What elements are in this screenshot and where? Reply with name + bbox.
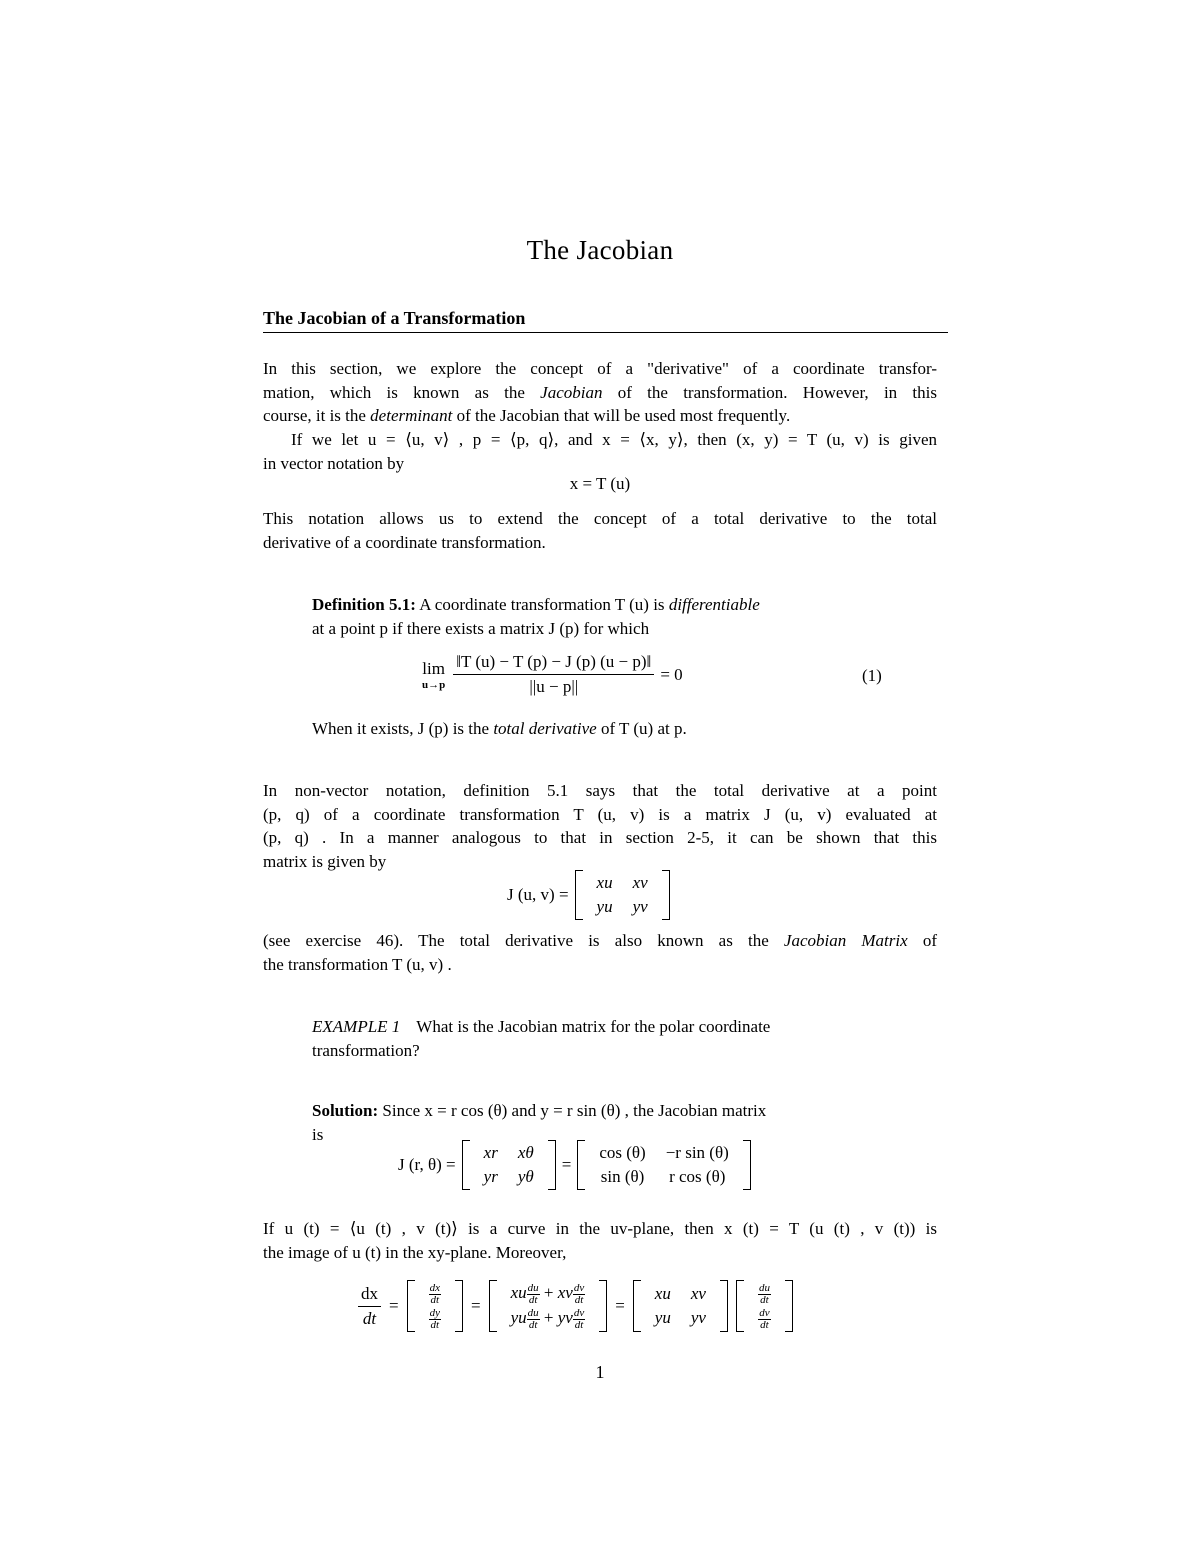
definition-line-2: at a point p if there exists a matrix J (p) for which bbox=[312, 618, 650, 638]
fraction-denominator: dt bbox=[430, 1294, 440, 1306]
notation-line-2: derivative of a coordinate transformation. bbox=[263, 532, 546, 552]
curve-line-1: If u (t) = ⟨u (t) , v (t)⟩ is a curve in the uv-plane, then x (t) = T (u (t) , v (t)) is bbox=[263, 1219, 937, 1238]
fraction-denominator: dt bbox=[760, 1318, 769, 1331]
partial-term: xv bbox=[557, 1283, 573, 1303]
partial-term: yu bbox=[510, 1308, 527, 1327]
small-fraction bbox=[758, 1308, 770, 1331]
matrix-cell: cos (θ) bbox=[599, 1143, 646, 1162]
left-bracket bbox=[633, 1280, 641, 1332]
matrix-cell: xv bbox=[632, 873, 648, 892]
matrix-cell: xu bbox=[654, 1284, 671, 1303]
nonvector-line-4: matrix is given by bbox=[263, 851, 387, 871]
fraction-numerator: du bbox=[758, 1282, 770, 1294]
definition-line-1: Definition 5.1: A coordinate transformation T (u) is differentiable bbox=[312, 595, 760, 614]
fraction-numerator: du bbox=[527, 1306, 539, 1319]
fraction-numerator: dx bbox=[358, 1284, 381, 1307]
see-line-2: the transformation T (u, v) . bbox=[263, 954, 452, 974]
see-paragraph bbox=[263, 929, 937, 976]
matrix-cell: xu bbox=[596, 873, 613, 892]
limit-operator: lim u→p bbox=[422, 658, 446, 691]
matrix-cell: xθ bbox=[517, 1143, 534, 1162]
definition-label: Definition 5.1: bbox=[312, 595, 416, 614]
derivative-vector bbox=[419, 1281, 451, 1330]
fraction-numerator: dv bbox=[759, 1306, 770, 1319]
left-bracket bbox=[736, 1280, 744, 1332]
vector-line-1: If we let u = ⟨u, v⟩ , p = ⟨p, q⟩, and x = ⟨x, y⟩, then (x, y) = T (u, v) is given bbox=[291, 430, 937, 449]
solution-label: Solution: bbox=[312, 1101, 379, 1120]
jacobian-factor-matrix bbox=[645, 1282, 716, 1330]
expanded-derivative-vector bbox=[501, 1281, 596, 1330]
curve-line-2: the image of u (t) in the xy-plane. Moreover, bbox=[263, 1242, 567, 1262]
determinant-term: determinant bbox=[370, 406, 453, 425]
matrix-cell: sin (θ) bbox=[600, 1167, 645, 1186]
jacobian-matrix-equation bbox=[507, 870, 670, 920]
left-bracket bbox=[407, 1280, 415, 1332]
notation-paragraph bbox=[263, 507, 937, 554]
matrix-cell: yr bbox=[483, 1167, 498, 1186]
equation-number: (1) bbox=[862, 666, 882, 685]
equation-x-equals-T-u: x = T (u) bbox=[569, 474, 631, 493]
fraction-denominator: dt bbox=[528, 1294, 538, 1306]
nonvector-line-1: In non-vector notation, definition 5.1 says that the total derivative at a point bbox=[263, 781, 937, 800]
fraction-denominator: dt bbox=[528, 1318, 538, 1331]
fraction-numerator: dv bbox=[573, 1282, 585, 1294]
plus-sign: + bbox=[543, 1308, 554, 1327]
curve-paragraph bbox=[263, 1217, 937, 1264]
fraction-numerator: dx bbox=[429, 1282, 440, 1294]
small-fraction bbox=[429, 1308, 441, 1331]
fraction-numerator: du bbox=[527, 1282, 539, 1294]
partial-term: xu bbox=[510, 1283, 527, 1303]
limit-numerator: ‖T (u) − T (p) − J (p) (u − p)‖ bbox=[453, 652, 654, 675]
plus-sign: + bbox=[543, 1283, 554, 1303]
small-fraction bbox=[429, 1283, 441, 1306]
solution-block bbox=[312, 1099, 887, 1146]
fraction-denominator: dt bbox=[362, 1308, 377, 1328]
small-fraction bbox=[758, 1283, 771, 1306]
polar-jacobian-equation bbox=[398, 1140, 751, 1190]
intro-line-3: course, it is the determinant of the Jacobian that will be used most frequently. bbox=[263, 406, 791, 425]
matrix-cell: yv bbox=[690, 1308, 706, 1327]
matrix-cell: −r sin (θ) bbox=[665, 1143, 729, 1162]
right-bracket bbox=[455, 1280, 463, 1332]
polar-partials-matrix bbox=[474, 1141, 544, 1189]
matrix-cell: yv bbox=[632, 897, 648, 916]
matrix-cell: xv bbox=[690, 1284, 706, 1303]
limit-equals-zero: = 0 bbox=[660, 664, 683, 684]
nonvector-line-2: (p, q) of a coordinate transformation T (u, v) is a matrix J (u, v) evaluated at bbox=[263, 804, 937, 824]
vector-line-2: in vector notation by bbox=[263, 453, 405, 473]
jacobian-term: Jacobian bbox=[540, 382, 603, 402]
right-bracket bbox=[720, 1280, 728, 1332]
matrix-cell: r cos (θ) bbox=[669, 1167, 726, 1186]
page-number: 1 bbox=[595, 1362, 605, 1382]
limit-fraction bbox=[453, 652, 654, 697]
equals-sign: = bbox=[389, 1296, 399, 1315]
notation-line-1: This notation allows us to extend the concept of a total derivative to the total bbox=[263, 509, 937, 528]
chain-rule-equation bbox=[358, 1280, 793, 1332]
right-bracket bbox=[599, 1280, 607, 1332]
right-bracket bbox=[785, 1280, 793, 1332]
limit-denominator: ||u − p|| bbox=[529, 677, 579, 696]
fraction-denominator: dt bbox=[760, 1294, 769, 1306]
polar-lhs: J (r, θ) = bbox=[398, 1155, 456, 1174]
fraction-numerator: dv bbox=[573, 1306, 585, 1319]
partial-term: yv bbox=[557, 1308, 573, 1327]
jacobian-lhs: J (u, v) = bbox=[507, 885, 569, 904]
vector-paragraph bbox=[263, 428, 937, 475]
right-bracket bbox=[743, 1140, 751, 1190]
solution-line-2: is bbox=[312, 1124, 324, 1144]
example-label: EXAMPLE 1 bbox=[312, 1017, 401, 1036]
definition-when-line: When it exists, J (p) is the total derivative of T (u) at p. bbox=[312, 719, 687, 738]
definition-block bbox=[312, 593, 912, 640]
left-bracket bbox=[575, 870, 583, 920]
intro-line-1: In this section, we explore the concept of a "derivative" of a coordinate transfor- bbox=[263, 359, 937, 378]
equals-sign: = bbox=[561, 1155, 572, 1174]
fraction-denominator: dt bbox=[574, 1294, 584, 1306]
matrix-cell: yu bbox=[596, 897, 613, 916]
small-fraction bbox=[527, 1283, 540, 1306]
small-fraction bbox=[573, 1283, 585, 1306]
limit-equation bbox=[422, 652, 683, 697]
jacobian-matrix-term: Jacobian Matrix bbox=[783, 931, 908, 950]
differentiable-term: differentiable bbox=[668, 595, 760, 614]
right-bracket bbox=[662, 870, 670, 920]
du-dv-vector bbox=[748, 1281, 781, 1330]
fraction-denominator: dt bbox=[430, 1318, 440, 1331]
example-line-2: transformation? bbox=[312, 1040, 420, 1060]
small-fraction bbox=[527, 1308, 540, 1331]
solution-line-1: Solution: Since x = r cos (θ) and y = r sin (θ) , the Jacobian matrix bbox=[312, 1101, 767, 1120]
example-block bbox=[312, 1015, 887, 1062]
section-heading: The Jacobian of a Transformation bbox=[263, 308, 948, 333]
intro-paragraph bbox=[263, 357, 937, 428]
jacobian-matrix bbox=[587, 871, 658, 919]
left-bracket bbox=[462, 1140, 470, 1190]
left-bracket bbox=[489, 1280, 497, 1332]
matrix-cell: xr bbox=[483, 1143, 498, 1162]
right-bracket bbox=[548, 1140, 556, 1190]
equals-sign: = bbox=[470, 1296, 481, 1315]
matrix-cell: yu bbox=[654, 1308, 671, 1327]
fraction-numerator: dy bbox=[429, 1306, 440, 1319]
intro-line-2: mation, which is known as the Jacobian of the transformation. However, in this bbox=[263, 382, 937, 402]
dx-dt-fraction bbox=[358, 1284, 381, 1329]
matrix-cell: yθ bbox=[517, 1167, 534, 1186]
see-line-1: (see exercise 46). The total derivative is also known as the Jacobian Matrix of bbox=[263, 931, 937, 950]
polar-trig-matrix bbox=[589, 1141, 738, 1189]
fraction-denominator: dt bbox=[574, 1318, 584, 1331]
small-fraction bbox=[573, 1308, 585, 1331]
nonvector-paragraph bbox=[263, 779, 937, 873]
limit-subscript: u→p bbox=[422, 678, 446, 691]
left-bracket bbox=[577, 1140, 585, 1190]
equals-sign: = bbox=[615, 1296, 625, 1315]
example-line-1: EXAMPLE 1 What is the Jacobian matrix for the polar coordinate bbox=[312, 1017, 771, 1036]
nonvector-line-3: (p, q) . In a manner analogous to that in section 2-5, it can be shown that this bbox=[263, 828, 937, 847]
total-derivative-term: total derivative bbox=[493, 719, 597, 738]
document-title: The Jacobian bbox=[526, 235, 674, 265]
